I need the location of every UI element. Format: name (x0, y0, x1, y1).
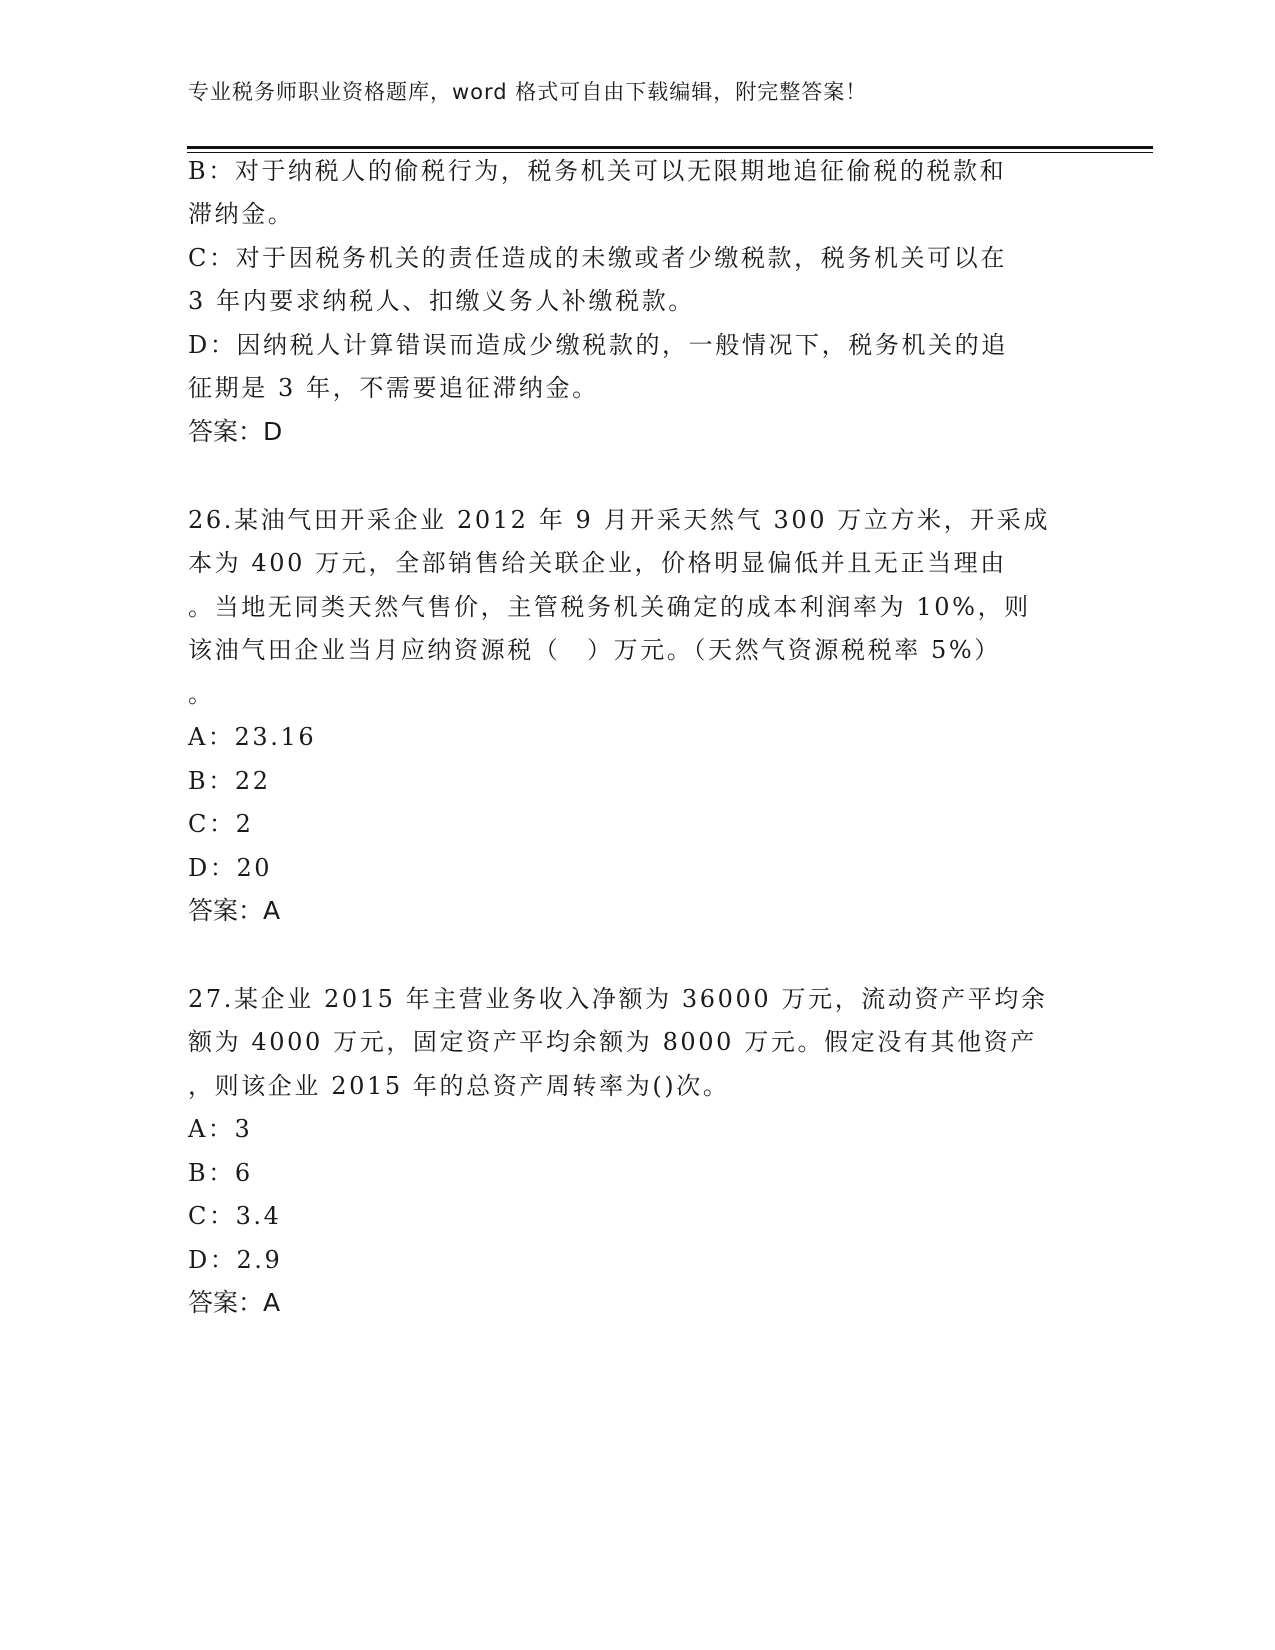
question-27-line-3: ，则该企业 2015 年的总资产周转率为()次。 (188, 1072, 730, 1100)
question-26-option-a: A：23.16 (188, 723, 317, 751)
header-text: 专业税务师职业资格题库，word 格式可自由下载编辑，附完整答案！ (188, 80, 868, 104)
header-rule-thick (187, 146, 1153, 149)
option-d-line-1: D：因纳税人计算错误而造成少缴税款的，一般情况下，税务机关的追 (188, 331, 1008, 359)
question-26-line-5: 。 (188, 680, 215, 708)
question-26-line-4: 该油气田企业当月应纳资源税（ ）万元。（天然气资源税税率 5%） (188, 636, 1001, 664)
option-c-line-1: C：对于因税务机关的责任造成的未缴或者少缴税款，税务机关可以在 (188, 244, 1007, 272)
question-27-option-b: B：6 (188, 1159, 253, 1187)
question-26-line-2: 本为 400 万元，全部销售给关联企业，价格明显偏低并且无正当理由 (188, 549, 1007, 577)
question-27-option-d: D：2.9 (188, 1246, 283, 1274)
answer-27: 答案：A (188, 1288, 281, 1317)
question-26-line-1: 26.某油气田开采企业 2012 年 9 月开采天然气 300 万立方米，开采成 (188, 506, 1051, 534)
question-27-line-1: 27.某企业 2015 年主营业务收入净额为 36000 万元，流动资产平均余 (188, 985, 1048, 1013)
header-rule-thin (187, 152, 1153, 153)
question-26-option-b: B：22 (188, 767, 271, 795)
option-b-line-1: B：对于纳税人的偷税行为，税务机关可以无限期地追征偷税的税款和 (188, 157, 1007, 185)
option-d-line-2: 征期是 3 年，不需要追征滞纳金。 (188, 374, 599, 402)
question-26-option-d: D：20 (188, 854, 273, 882)
answer-25: 答案：D (188, 417, 283, 446)
question-27-option-c: C：3.4 (188, 1202, 282, 1230)
option-b-line-2: 滞纳金。 (188, 200, 295, 228)
answer-26: 答案：A (188, 896, 281, 925)
question-26-option-c: C：2 (188, 810, 254, 838)
question-27-line-2: 额为 4000 万元，固定资产平均余额为 8000 万元。假定没有其他资产 (188, 1028, 1037, 1056)
option-c-line-2: 3 年内要求纳税人、扣缴义务人补缴税款。 (188, 287, 695, 315)
question-26-line-3: 。当地无同类天然气售价，主管税务机关确定的成本利润率为 10%，则 (188, 593, 1031, 621)
question-27-option-a: A：3 (188, 1115, 253, 1143)
